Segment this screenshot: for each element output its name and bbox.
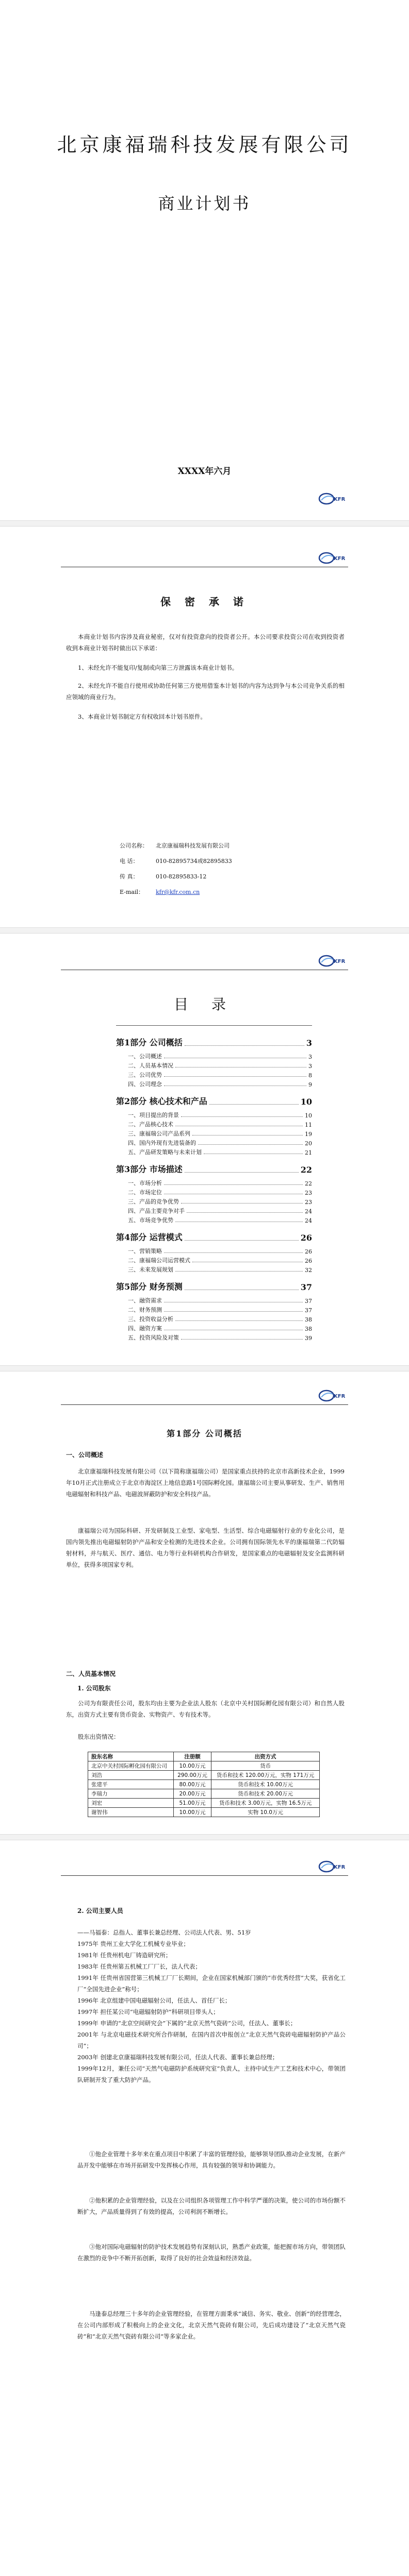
toc-part-label: 第2部分 核心技术和产品: [116, 1096, 207, 1106]
table-row: [88, 1780, 320, 1789]
page-separator: [0, 1834, 409, 1840]
bio-line: 1983年 任贵州第五机械工厂厂长，法人代表；: [77, 1963, 201, 1970]
toc-page-number: 21: [305, 1149, 312, 1156]
toc-item-label: 四、产品主要竞争对手: [128, 1208, 185, 1214]
toc-item-label: 四、国内外现有先进装备的: [128, 1140, 196, 1146]
toc-leader: [185, 1045, 304, 1046]
contact-fax: [120, 872, 206, 882]
toc-page-number: 32: [305, 1267, 312, 1274]
toc-page-number: 38: [305, 1316, 312, 1323]
bio-para-2: ②他积累的企业管理经验，以及在公司组织各项管理工作中科学严谨的决策，使公司的市场份额不断扩大，产品质量得到了有效的提高，公司利润不断增长。: [77, 2197, 346, 2215]
toc-page-number: 22: [300, 1165, 312, 1175]
table-header: 注册额: [173, 1752, 211, 1761]
toc-item-label: 三、未来发展规划: [128, 1266, 173, 1273]
toc-item-label: 二、产品核心技术: [128, 1121, 173, 1128]
toc-item[interactable]: [128, 1128, 312, 1138]
bio-line: 1999年 申请的“北京空间研究会”下属的“北京天然气瓷砖”公司，任法人、董事长；: [77, 2020, 297, 2027]
toc-page-number: 37: [300, 1282, 312, 1292]
toc-item[interactable]: [128, 1178, 312, 1187]
contact-fax-value: 010-82895833-12: [156, 873, 207, 880]
table-cell: 谢智伟: [88, 1808, 174, 1817]
table-cell: 货币和技术 20.00万元: [211, 1789, 320, 1799]
table-cell: 10.00万元: [173, 1761, 211, 1771]
table-cell: 张建平: [88, 1780, 174, 1789]
toc-leader: [164, 1252, 303, 1253]
table-cell: 李瑞力: [88, 1789, 174, 1799]
toc-leader: [164, 1076, 306, 1077]
bio-line: 2003年 创建北京康福瑞科技发展有限公司，任法人代表、董事长兼总经理；: [77, 2054, 279, 2061]
toc-item-label: 二、财务预测: [128, 1307, 162, 1313]
toc-item-label: 四、融资方案: [128, 1325, 162, 1332]
toc-leader: [181, 1203, 303, 1204]
toc-item[interactable]: [128, 1079, 312, 1088]
toc-page-number: 23: [305, 1199, 312, 1206]
table-cell: 货币和技术 10.00万元: [211, 1780, 320, 1789]
bio-line: 1997年 担任某公司“电磁辐射防护”科研项目带头人；: [77, 2008, 219, 2015]
table-cell: 货币: [211, 1761, 320, 1771]
confidentiality-item-1: 1、未经允许不能复印/复制或向第三方泄露该本商业计划书。: [78, 664, 238, 671]
toc-page-number: 3: [306, 1038, 312, 1048]
bio-line: 1991年 任贵州省国营第三机械工厂厂长期间，企业在国家机械部门颁的“市优秀经营”大奖，获省化工厂“全国先进企业”称号；: [77, 1974, 346, 1993]
toc-item[interactable]: [128, 1147, 312, 1156]
bio-para-1: ①他企业管理十多年来在重点项目中积累了丰富的管理经验，能够领导团队推动企业发展，在新产品开发中能够在市场开拓研发中发挥核心作用，具有较强的领导和协调能力。: [77, 2150, 346, 2169]
header-rule: [61, 1404, 348, 1405]
toc-leader: [181, 1116, 303, 1117]
toc-item[interactable]: [128, 1304, 312, 1314]
confidentiality-item-3: 3、本商业计划书制定方有权收回本计划书原件。: [78, 713, 206, 720]
page-separator: [0, 927, 409, 934]
toc-page-number: 10: [305, 1112, 312, 1119]
toc-item[interactable]: [128, 1264, 312, 1274]
toc-leader: [192, 1135, 303, 1136]
toc-leader: [209, 1104, 299, 1105]
toc-page-number: 26: [305, 1258, 312, 1264]
contact-email-label: E-mail：: [120, 889, 144, 895]
overview-para-1: 北京康福瑞科技发展有限公司（以下简称康福瑞公司）是国家重点扶持的北京市高新技术企业，1999年10月正式注册成立于北京市海淀区上地信息路1号国际孵化园。康福瑞公司主要从事研发、生产、销售用电磁辐射和科技产品、电磁波屏蔽防护和安全科技产品。: [66, 1468, 345, 1498]
toc-page-number: 19: [305, 1131, 312, 1138]
toc-item[interactable]: [128, 1314, 312, 1323]
confidentiality-intro: 本商业计划书内容涉及商业秘密，仅对有投资意向的投资者公开。本公司要求投资公司在收到投资者收到本商业计划书时做出以下承诺：: [66, 633, 345, 652]
toc-page-number: 23: [305, 1190, 312, 1196]
cover-company-name: 北京康福瑞科技发展有限公司: [57, 133, 352, 156]
toc-leader: [164, 1311, 303, 1312]
bio-line: 1981年 任贵州机电厂铸造研究所；: [77, 1952, 172, 1959]
svg-text:KFR: KFR: [334, 959, 346, 964]
contact-phone-label: 电 话：: [120, 858, 139, 865]
toc-leader: [185, 1172, 299, 1173]
bio-line: ——马福泰：总指人、董事长兼总经理、公司法人代表、男、51岁: [77, 1929, 251, 1936]
bio-final-para: 马逢泰总经理三十多年的企业管理经验，在管理方面秉承“诚信、务实、敬业、创新”的经营理念，在公司内部形成了积极向上的企业文化，北京天然气瓷砖有限公司，先后成功建设了“北京天然气瓷砖”和“北京天然气瓷砖有限公司”等多家企业。: [77, 2310, 346, 2340]
toc-item-label: 三、投资收益分析: [128, 1316, 173, 1323]
company-logo: [318, 1389, 348, 1402]
toc-part-3[interactable]: [116, 1161, 312, 1175]
toc-item[interactable]: [128, 1215, 312, 1224]
toc-part-2[interactable]: [116, 1093, 312, 1107]
overview-heading: 一、公司概述: [66, 1451, 104, 1459]
toc-leader: [198, 1144, 303, 1145]
toc-item-label: 三、康福瑞公司产品系列: [128, 1130, 190, 1137]
table-cell: 刘宏: [88, 1799, 174, 1808]
toc-item[interactable]: [128, 1196, 312, 1206]
bio-line: 2001年 与北京电磁技术研究所合作研制，在国内首次申报创立“北京天然气瓷砖电磁辐射防护产品公司”；: [77, 2031, 346, 2049]
toc-page-number: 11: [305, 1122, 312, 1128]
contact-company-label: 公司名称：: [120, 842, 148, 849]
toc-item-label: 五、产品研发策略与未来计划: [128, 1149, 202, 1156]
toc-page-number: 8: [308, 1072, 312, 1079]
contact-company: [120, 841, 230, 851]
toc-item[interactable]: [128, 1206, 312, 1215]
svg-text:KFR: KFR: [334, 1865, 346, 1870]
overview-para-2: 康福瑞公司为国际科研、开发研制及工业型、家电型、生活型、综合电磁辐射行业的专业化公司，是国内领先推出电磁辐射防护产品和安全检测的先进技术企业。公司拥有国际领先水平的康福瑞第二代防辐射材料，并与航天、医疗、通信、电力等行业科研机构合作研发，是国家重点的电磁辐射及安全监测科研单位，获得多项国家专利。: [66, 1527, 345, 1568]
toc-item[interactable]: [128, 1255, 312, 1264]
toc-leader: [175, 1271, 303, 1272]
toc-item-label: 一、市场分析: [128, 1180, 162, 1187]
toc-item-label: 三、公司优势: [128, 1072, 162, 1078]
table-row: [88, 1789, 320, 1799]
toc-part-label: 第4部分 运营模式: [116, 1232, 183, 1242]
cover-title: 商业计划书: [158, 194, 251, 213]
shareholder-intro-2: 股东出资情况：: [78, 1733, 120, 1740]
toc-page-number: 24: [305, 1208, 312, 1215]
table-cell: 货币和技术 120.00万元，实物 171万元: [211, 1771, 320, 1780]
shareholder-intro: 公司为有限责任公司，股东均由主要为企业法人股东（北京中关村国际孵化园有限公司）和自然人股东，出资方式主要有货币资金、实物资产、专有技术等。: [66, 1700, 345, 1718]
toc-page-number: 20: [305, 1140, 312, 1147]
bio-para-3: ③他对国际电磁辐射的防护技术发展趋势有深刻认识，熟悉产业政策，能把握市场方向，带领团队在激烈的竞争中不断开拓创新，取得了良好的社会效益和经济效益。: [77, 2243, 346, 2262]
table-header: 出资方式: [211, 1752, 320, 1761]
toc-item-label: 五、市场竞争优势: [128, 1217, 173, 1224]
toc-item-label: 一、融资需求: [128, 1297, 162, 1304]
contact-company-value: 北京康福瑞科技发展有限公司: [156, 842, 230, 849]
toc-rule: [116, 1025, 312, 1026]
toc-leader: [181, 1339, 303, 1340]
toc-page-number: 38: [305, 1326, 312, 1332]
contact-fax-label: 传 真：: [120, 873, 139, 880]
toc-item[interactable]: [128, 1070, 312, 1079]
table-row: [88, 1808, 320, 1817]
toc-page-number: 24: [305, 1217, 312, 1224]
cover-date: XXXX年六月: [177, 466, 232, 477]
toc-leader: [175, 1320, 303, 1321]
toc-leader: [164, 1184, 303, 1185]
toc-item-label: 二、康福瑞公司运营模式: [128, 1257, 190, 1264]
shareholder-heading: 1. 公司股东: [77, 1685, 111, 1692]
toc-item-label: 四、公司理念: [128, 1081, 162, 1088]
table-cell: 刘浩: [88, 1771, 174, 1780]
table-cell: 货币和技术 3.00万元，实物 16.5万元: [211, 1799, 320, 1808]
toc-page-number: 37: [305, 1307, 312, 1314]
table-row: [88, 1761, 320, 1771]
company-logo: [318, 1860, 348, 1873]
toc-part-4[interactable]: [116, 1229, 312, 1243]
svg-text:KFR: KFR: [334, 556, 346, 562]
staff-heading: 二、人员基本情况: [66, 1670, 116, 1677]
table-cell: 北京中关村国际孵化园有限公司: [88, 1761, 174, 1771]
toc-part-label: 第3部分 市场描述: [116, 1164, 183, 1174]
confidentiality-item-2: 2、未经允许不能自行使用或协助任何第三方使用借鉴本计划书的内容为达到争与本公司竞争关系的相应领域的商业行为。: [66, 682, 345, 701]
toc-item-label: 五、投资风险及对策: [128, 1334, 179, 1341]
contact-phone: [120, 856, 232, 867]
cover-page: [0, 0, 409, 520]
toc-item-label: 一、公司概述: [128, 1053, 162, 1060]
toc-item[interactable]: [128, 1051, 312, 1060]
toc-item[interactable]: [128, 1110, 312, 1119]
toc-item[interactable]: [128, 1060, 312, 1070]
table-cell: 290.00万元: [173, 1771, 211, 1780]
page-separator: [0, 520, 409, 527]
toc-item-label: 三、产品的竞争优势: [128, 1198, 179, 1205]
toc-page-number: 39: [305, 1335, 312, 1342]
table-cell: 20.00万元: [173, 1789, 211, 1799]
toc-item[interactable]: [128, 1138, 312, 1147]
toc-item[interactable]: [128, 1332, 312, 1342]
table-header: 股东名称: [88, 1752, 174, 1761]
table-row: [88, 1771, 320, 1780]
toc-part-label: 第1部分 公司概括: [116, 1038, 183, 1047]
toc-title: 目 录: [174, 996, 235, 1013]
toc-item-label: 二、市场定位: [128, 1189, 162, 1196]
header-rule: [61, 1875, 348, 1876]
toc-page-number: 10: [300, 1097, 312, 1107]
shareholder-table: [88, 1752, 320, 1817]
toc-page-number: 22: [305, 1180, 312, 1187]
toc-page-number: 3: [308, 1054, 312, 1060]
toc-page-number: 3: [308, 1063, 312, 1070]
table-cell: 10.00万元: [173, 1808, 211, 1817]
toc-item[interactable]: [128, 1119, 312, 1128]
page-separator: [0, 1365, 409, 1371]
toc-item[interactable]: [128, 1323, 312, 1332]
toc-item-label: 一、营销策略: [128, 1248, 162, 1255]
svg-text:KFR: KFR: [334, 497, 346, 502]
toc-item[interactable]: [128, 1295, 312, 1304]
core-staff-heading: 2. 公司主要人员: [77, 1907, 123, 1914]
table-row: [88, 1799, 320, 1808]
toc-item-label: 一、项目提出的背景: [128, 1112, 179, 1118]
bio-line: 1975年 贵州工业大学化工机械专业毕业；: [77, 1940, 189, 1947]
company-logo: [318, 551, 348, 565]
toc-page-number: 26: [305, 1248, 312, 1255]
table-cell: 51.00万元: [173, 1799, 211, 1808]
toc-page-number: 9: [308, 1081, 312, 1088]
toc-leader: [187, 1212, 303, 1213]
bio-block: [77, 1927, 346, 2086]
email-link[interactable]: kfr@kfr.com.cn: [156, 889, 200, 895]
bio-line: 1999年12月，兼任公司“天然气电磁防护系统研究室”负责人，主持中试生产工艺和技术中心，带领团队研制开发了重大防护产品。: [77, 2065, 346, 2083]
bio-line: 1996年 北京组建中国电磁辐射公司，任法人、首任厂长；: [77, 1997, 231, 2004]
table-cell: 80.00万元: [173, 1780, 211, 1789]
section1-title: 第1部分 公司概括: [167, 1429, 242, 1438]
toc-page-number: 26: [300, 1233, 312, 1243]
svg-text:KFR: KFR: [334, 1394, 346, 1399]
company-logo: [318, 492, 348, 505]
company-logo: [318, 954, 348, 968]
toc-item-label: 二、人员基本情况: [128, 1062, 173, 1069]
toc-item[interactable]: [128, 1246, 312, 1255]
confidentiality-title: 保 密 承 诺: [160, 596, 249, 608]
table-cell: 实物 10.0万元: [211, 1808, 320, 1817]
toc-part-5[interactable]: [116, 1279, 312, 1292]
table-header-row: [88, 1752, 320, 1761]
toc-page-number: 37: [305, 1298, 312, 1304]
confidentiality-page: [0, 527, 409, 928]
toc-part-label: 第5部分 财务预测: [116, 1282, 183, 1292]
contact-email: [120, 887, 200, 897]
toc-leader: [185, 1240, 299, 1241]
toc-part-1[interactable]: [116, 1035, 312, 1048]
toc-item[interactable]: [128, 1187, 312, 1196]
contact-phone-value: 010-82895734或82895833: [156, 858, 232, 865]
